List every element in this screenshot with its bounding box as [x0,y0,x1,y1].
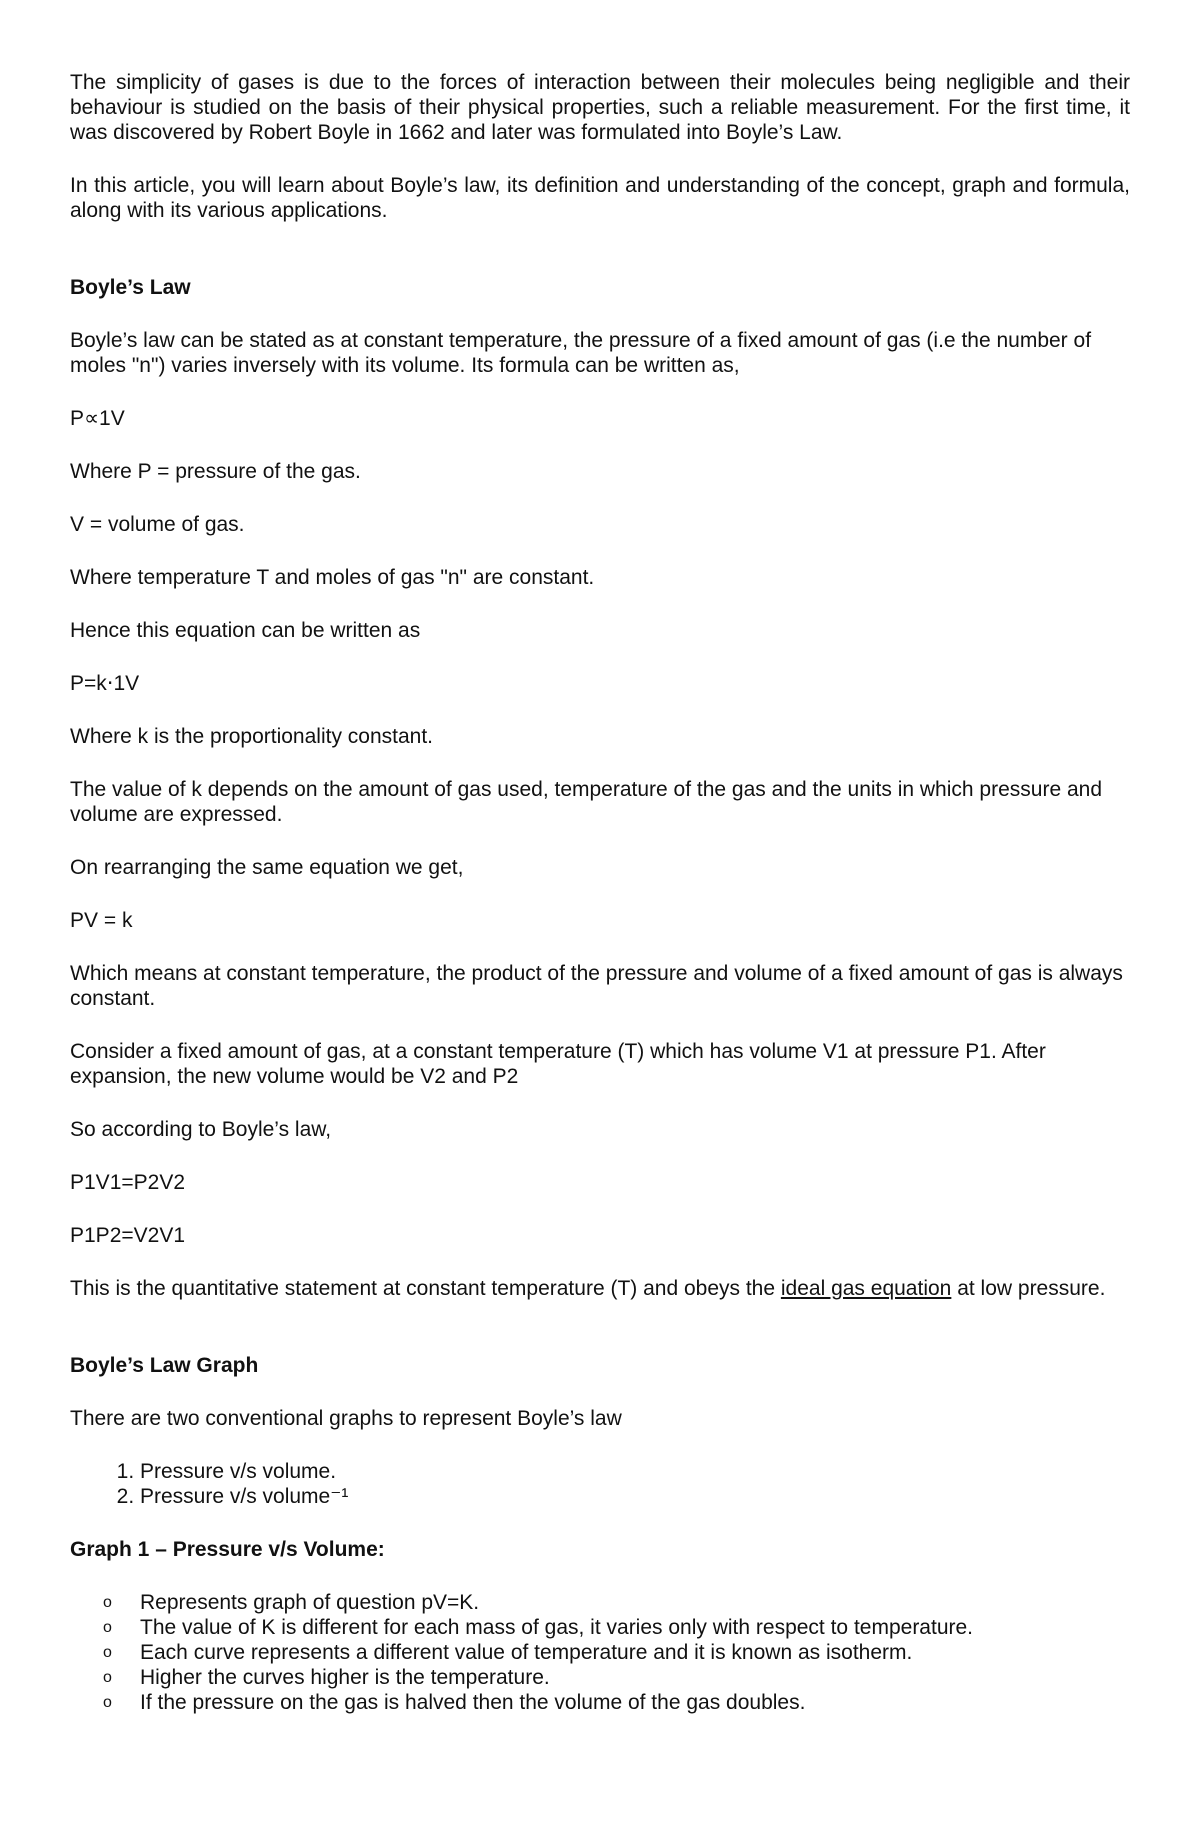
list-item: 1. Pressure v/s volume. [140,1459,1130,1484]
graph-types-list [70,1459,1130,1509]
rearranging-text: On rearranging the same equation we get, [70,856,464,879]
consider-text: Consider a fixed amount of gas, at a constant temperature (T) which has volume V1 at pressure P1. After expansion, the new volume would be V2 and P2 [70,1040,1046,1088]
bullet-text: If the pressure on the gas is halved then the volume of the gas doubles. [140,1691,806,1714]
circle-bullet-icon: o [103,1619,112,1636]
equation-1: P1V1=P2V2 [70,1171,186,1194]
equation-with-k: P=k⋅1V [70,672,140,695]
constants-note: Where temperature T and moles of gas "n" are constant. [70,566,595,589]
graph-1-heading: Graph 1 – Pressure v/s Volume: [70,1538,385,1561]
list-item [70,1590,1130,1615]
list-item [70,1640,1130,1665]
graph-1-bullet-list [70,1590,1130,1715]
k-definition: Where k is the proportionality constant. [70,725,434,748]
list-item [70,1690,1130,1715]
boyles-law-heading: Boyle’s Law [70,276,191,299]
proportionality-formula: P∝1V [70,407,125,430]
circle-bullet-icon: o [103,1694,112,1711]
quantitative-statement [70,1276,1130,1301]
intro-paragraph-1: The simplicity of gases is due to the forces of interaction between their molecules being negligible and their behaviour is studied on the basis of their physical properties, such a reliable measurement. For the first time, it was discovered by Robert Boyle in 1662 and later was formulated into Boyle’s Law. [70,71,1130,144]
volume-definition: V = volume of gas. [70,513,245,536]
quantitative-text-after: at low pressure. [951,1277,1106,1300]
list-item [70,1615,1130,1640]
bullet-text: The value of K is different for each mass of gas, it varies only with respect to temperature. [140,1616,974,1639]
which-means-text: Which means at constant temperature, the product of the pressure and volume of a fixed amount of gas is always constant. [70,962,1123,1010]
circle-bullet-icon: o [103,1644,112,1661]
bullet-text: Represents graph of question pV=K. [140,1591,480,1614]
quantitative-text-before: This is the quantitative statement at constant temperature (T) and obeys the [70,1277,781,1300]
bullet-text: Each curve represents a different value of temperature and it is known as isotherm. [140,1641,913,1664]
graph-intro: There are two conventional graphs to represent Boyle’s law [70,1407,622,1430]
k-depends-text: The value of k depends on the amount of gas used, temperature of the gas and the units in which pressure and volume are expressed. [70,778,1102,826]
list-item: 2. Pressure v/s volume⁻¹ [140,1484,1130,1509]
pressure-definition: Where P = pressure of the gas. [70,460,361,483]
bullet-text: Higher the curves higher is the temperature. [140,1666,550,1689]
hence-text: Hence this equation can be written as [70,619,421,642]
intro-paragraph-2: In this article, you will learn about Boyle’s law, its definition and understanding of the concept, graph and formula, along with its various applications. [70,174,1130,222]
circle-bullet-icon: o [103,1669,112,1686]
ideal-gas-equation-link[interactable]: ideal gas equation [780,1277,952,1300]
list-item [70,1665,1130,1690]
law-statement: Boyle’s law can be stated as at constant temperature, the pressure of a fixed amount of gas (i.e the number of moles "n") varies inversely with its volume. Its formula can be written as, [70,329,1092,377]
document-page [70,70,1130,1715]
pv-equals-k: PV = k [70,909,133,932]
circle-bullet-icon: o [103,1594,112,1611]
graph-heading: Boyle’s Law Graph [70,1354,259,1377]
according-text: So according to Boyle’s law, [70,1118,332,1141]
equation-2: P1P2=V2V1 [70,1224,186,1247]
